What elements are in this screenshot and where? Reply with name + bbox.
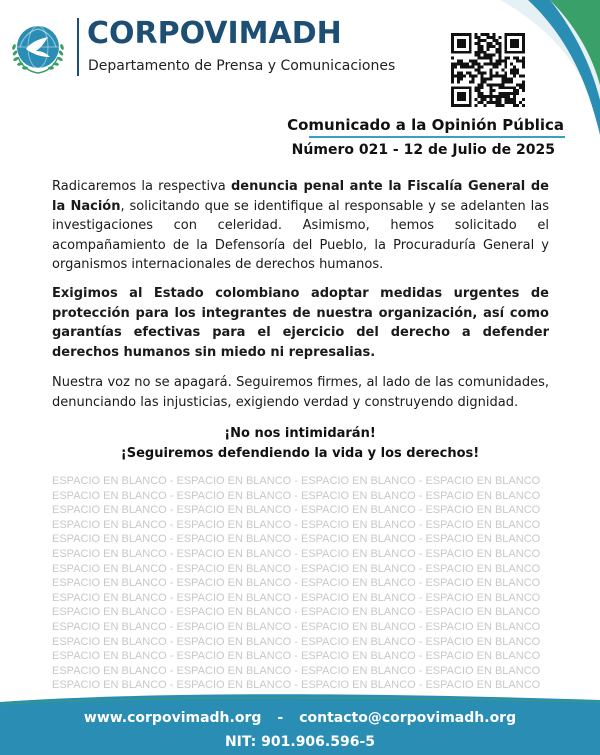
blank-space-line: ESPACIO EN BLANCO - ESPACIO EN BLANCO - ESPACIO EN BLANCO - ESPACIO EN BLANCO [52,650,541,663]
dove-wreath-globe-logo [8,17,68,77]
blank-space-line: ESPACIO EN BLANCO - ESPACIO EN BLANCO - ESPACIO EN BLANCO - ESPACIO EN BLANCO [52,635,541,648]
qr-code-icon [451,33,525,107]
blank-space-line: ESPACIO EN BLANCO - ESPACIO EN BLANCO - ESPACIO EN BLANCO - ESPACIO EN BLANCO [52,475,541,487]
blank-space-line: ESPACIO EN BLANCO - ESPACIO EN BLANCO - ESPACIO EN BLANCO - ESPACIO EN BLANCO [52,606,541,619]
blank-space-line: ESPACIO EN BLANCO - ESPACIO EN BLANCO - ESPACIO EN BLANCO - ESPACIO EN BLANCO [52,518,541,531]
blank-space-line: ESPACIO EN BLANCO - ESPACIO EN BLANCO - ESPACIO EN BLANCO - ESPACIO EN BLANCO [52,504,541,517]
complaint-emphasis: denuncia penal ante la Fiscalía General de la Nación [52,179,549,214]
blank-space-line: ESPACIO EN BLANCO - ESPACIO EN BLANCO - ESPACIO EN BLANCO - ESPACIO EN BLANCO [52,577,541,590]
paragraph-commitment: Nuestra voz no se apagará. Seguiremos firmes, al lado de las comunidades, denunciando las injusticias, exigiendo verdad y construyendo dignidad. [52,375,549,410]
footer-contact [0,710,600,726]
slogan-line-2: ¡Seguiremos defendiendo la vida y los derechos! [120,446,480,461]
email-link[interactable]: contacto@corpovimadh.org [299,710,517,726]
blank-space-line: ESPACIO EN BLANCO - ESPACIO EN BLANCO - ESPACIO EN BLANCO - ESPACIO EN BLANCO [52,620,541,633]
department-name: Departamento de Prensa y Comunicaciones [88,58,396,74]
communique-title: Comunicado a la Opinión Pública [287,116,564,134]
brand-divider [77,18,79,76]
communique-number: Número 021 - 12 de Julio de 2025 [291,142,555,158]
blank-space-line: ESPACIO EN BLANCO - ESPACIO EN BLANCO - ESPACIO EN BLANCO - ESPACIO EN BLANCO [52,547,541,560]
blank-space-line: ESPACIO EN BLANCO - ESPACIO EN BLANCO - ESPACIO EN BLANCO - ESPACIO EN BLANCO [52,562,541,575]
paragraph-complaint: Radicaremos la respectiva denuncia penal ante la Fiscalía General de la Nación, solicitando que se identifique al responsable y se adelanten las investigaciones con celeridad. Asimismo, hemos solicitado el acompañamiento de la Defensoría del Pueblo, la Procuraduría General y organismos internacionales de derechos humanos. [52,179,549,272]
title-underline [309,136,565,138]
blank-space-line: ESPACIO EN BLANCO - ESPACIO EN BLANCO - ESPACIO EN BLANCO - ESPACIO EN BLANCO [52,664,541,677]
slogan-line-1: ¡No nos intimidarán! [224,426,376,441]
org-name: CORPOVIMADH [87,16,342,51]
footer-nit: NIT: 901.906.596-5 [224,734,376,750]
blank-space-line: ESPACIO EN BLANCO - ESPACIO EN BLANCO - ESPACIO EN BLANCO - ESPACIO EN BLANCO [52,489,541,502]
website-link[interactable]: www.corpovimadh.org [83,710,262,726]
paragraph-demands: Exigimos al Estado colombiano adoptar medidas urgentes de protección para los integrantes de nuestra organización, así como garantías efectivas para el ejercicio del derecho a defender derechos humanos sin miedo ni represalias. [52,286,549,360]
blank-space-line: ESPACIO EN BLANCO - ESPACIO EN BLANCO - ESPACIO EN BLANCO - ESPACIO EN BLANCO [52,679,541,692]
blank-space-line: ESPACIO EN BLANCO - ESPACIO EN BLANCO - ESPACIO EN BLANCO - ESPACIO EN BLANCO [52,533,541,546]
blank-space-line: ESPACIO EN BLANCO - ESPACIO EN BLANCO - ESPACIO EN BLANCO - ESPACIO EN BLANCO [52,591,541,604]
blank-space-block [52,474,552,693]
footer-separator: - [277,710,284,726]
